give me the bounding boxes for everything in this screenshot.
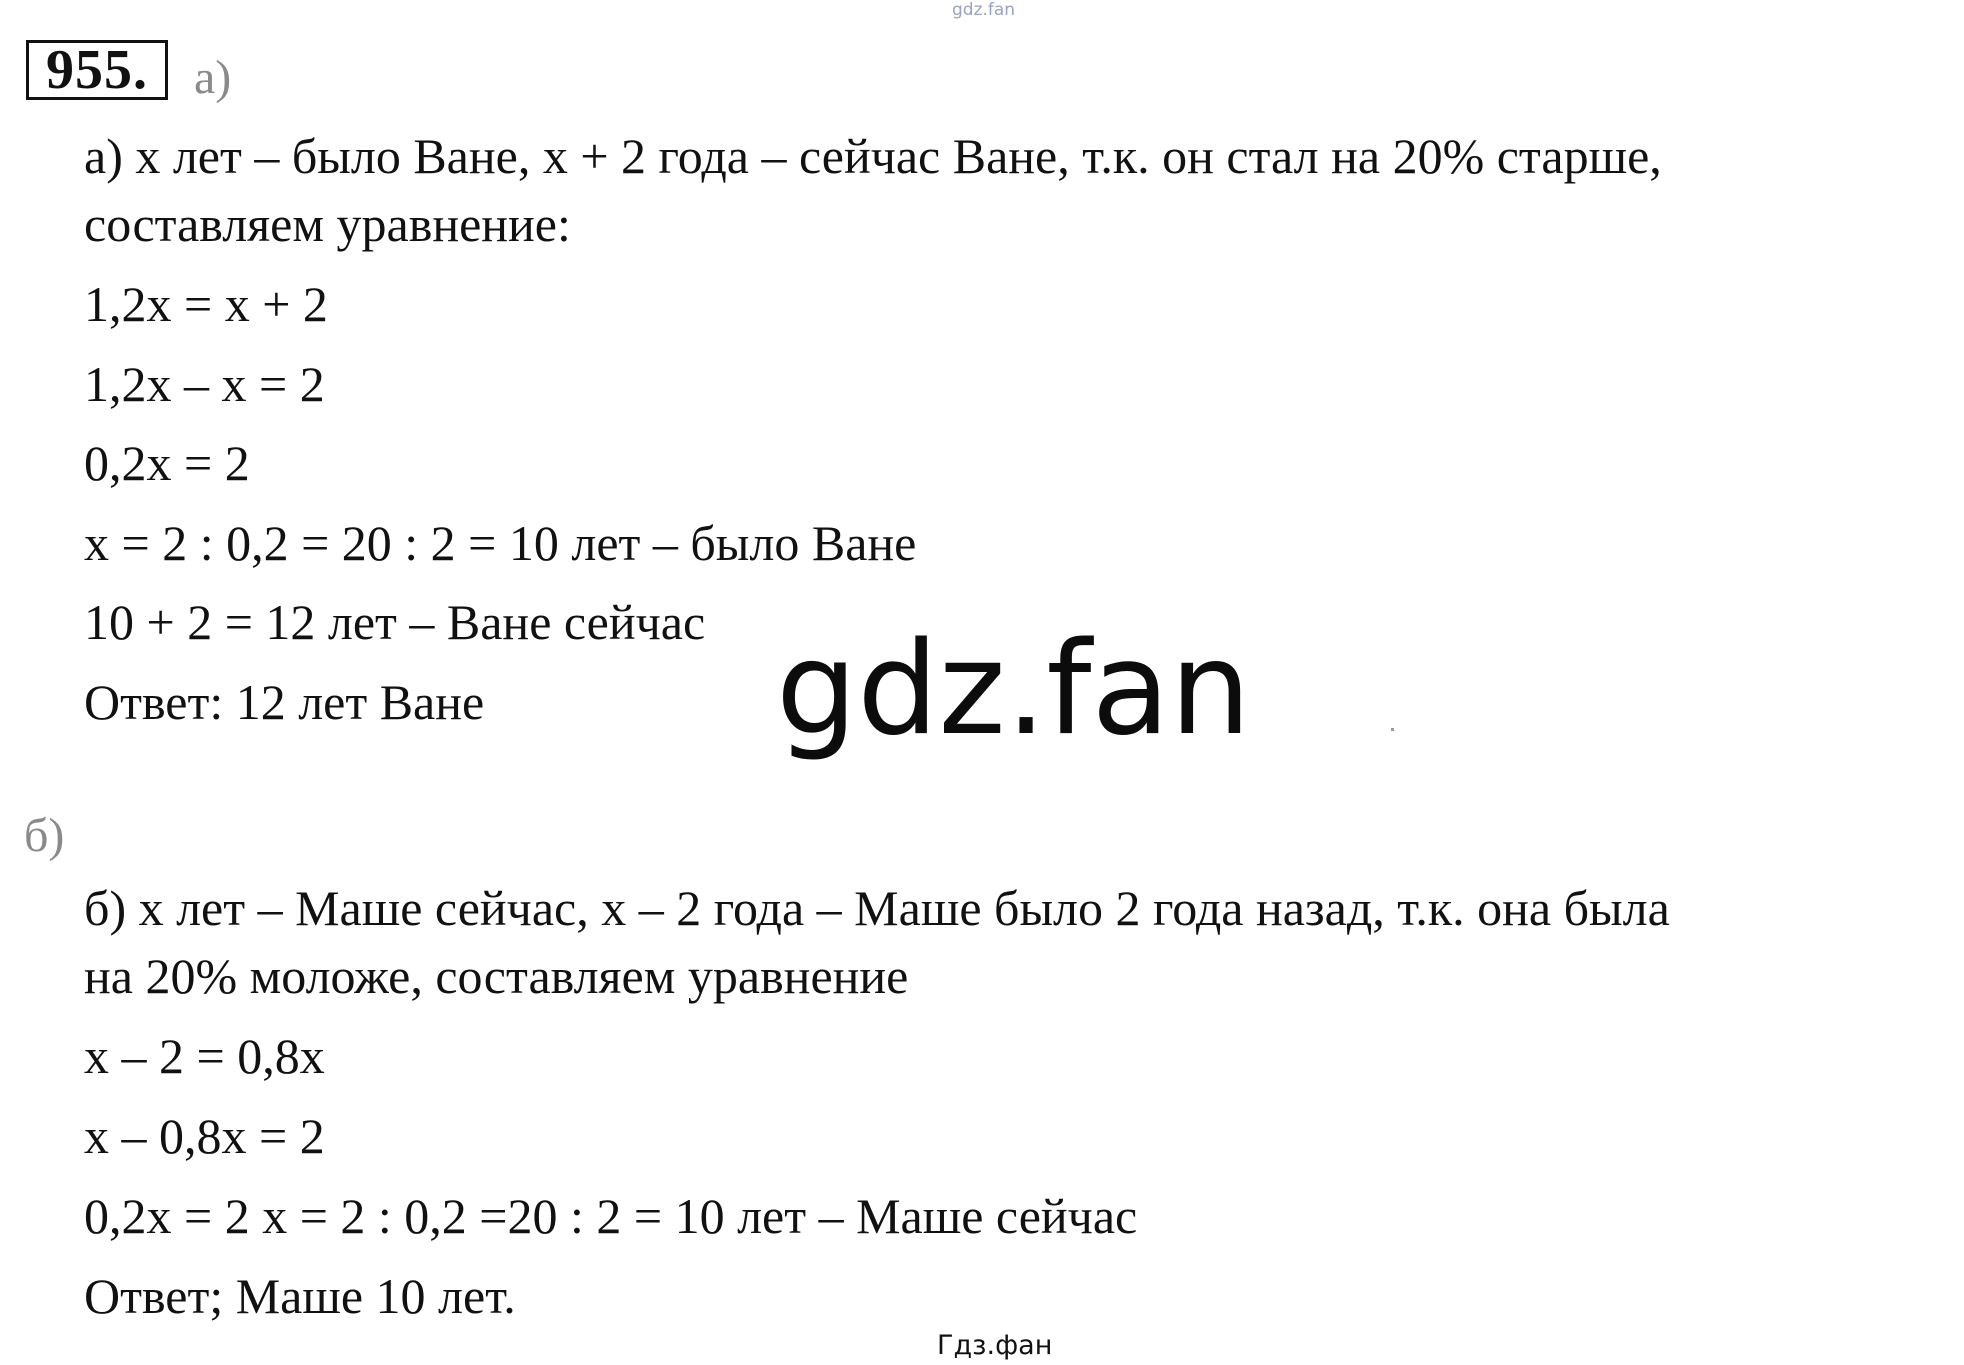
bottom-watermark: Гдз.фан [937, 1330, 1053, 1361]
equation-line: 1,2х – х = 2 [84, 356, 325, 412]
problem-number: 955. [26, 40, 168, 100]
solution-line: составляем уравнение: [84, 196, 571, 252]
answer-line: Ответ: 12 лет Ване [84, 674, 485, 730]
equation-line: 0,2х = 2 [84, 435, 250, 491]
solution-line: б) х лет – Маше сейчас, х – 2 года – Маше было 2 года назад, т.к. она была [84, 880, 1670, 936]
answer-line: Ответ; Маше 10 лет. [84, 1268, 516, 1324]
center-watermark: gdz.fan [776, 615, 1251, 764]
part-b-faint-label: б) [24, 809, 65, 862]
equation-line: х = 2 : 0,2 = 20 : 2 = 10 лет – было Ване [84, 515, 917, 571]
equation-line: 10 + 2 = 12 лет – Ване сейчас [84, 594, 706, 650]
top-watermark: gdz.fan [952, 0, 1016, 20]
equation-line: х – 2 = 0,8х [84, 1028, 325, 1084]
equation-line: х – 0,8х = 2 [84, 1108, 325, 1164]
equation-line: 1,2х = х + 2 [84, 276, 328, 332]
solution-line: а) х лет – было Ване, х + 2 года – сейчас Ване, т.к. он стал на 20% старше, [84, 128, 1662, 184]
equation-line: 0,2х = 2 х = 2 : 0,2 =20 : 2 = 10 лет – Маше сейчас [84, 1188, 1138, 1244]
solution-line: на 20% моложе, составляем уравнение [84, 948, 909, 1004]
part-a-faint-label: а) [194, 51, 232, 104]
scan-speck [1391, 728, 1394, 731]
